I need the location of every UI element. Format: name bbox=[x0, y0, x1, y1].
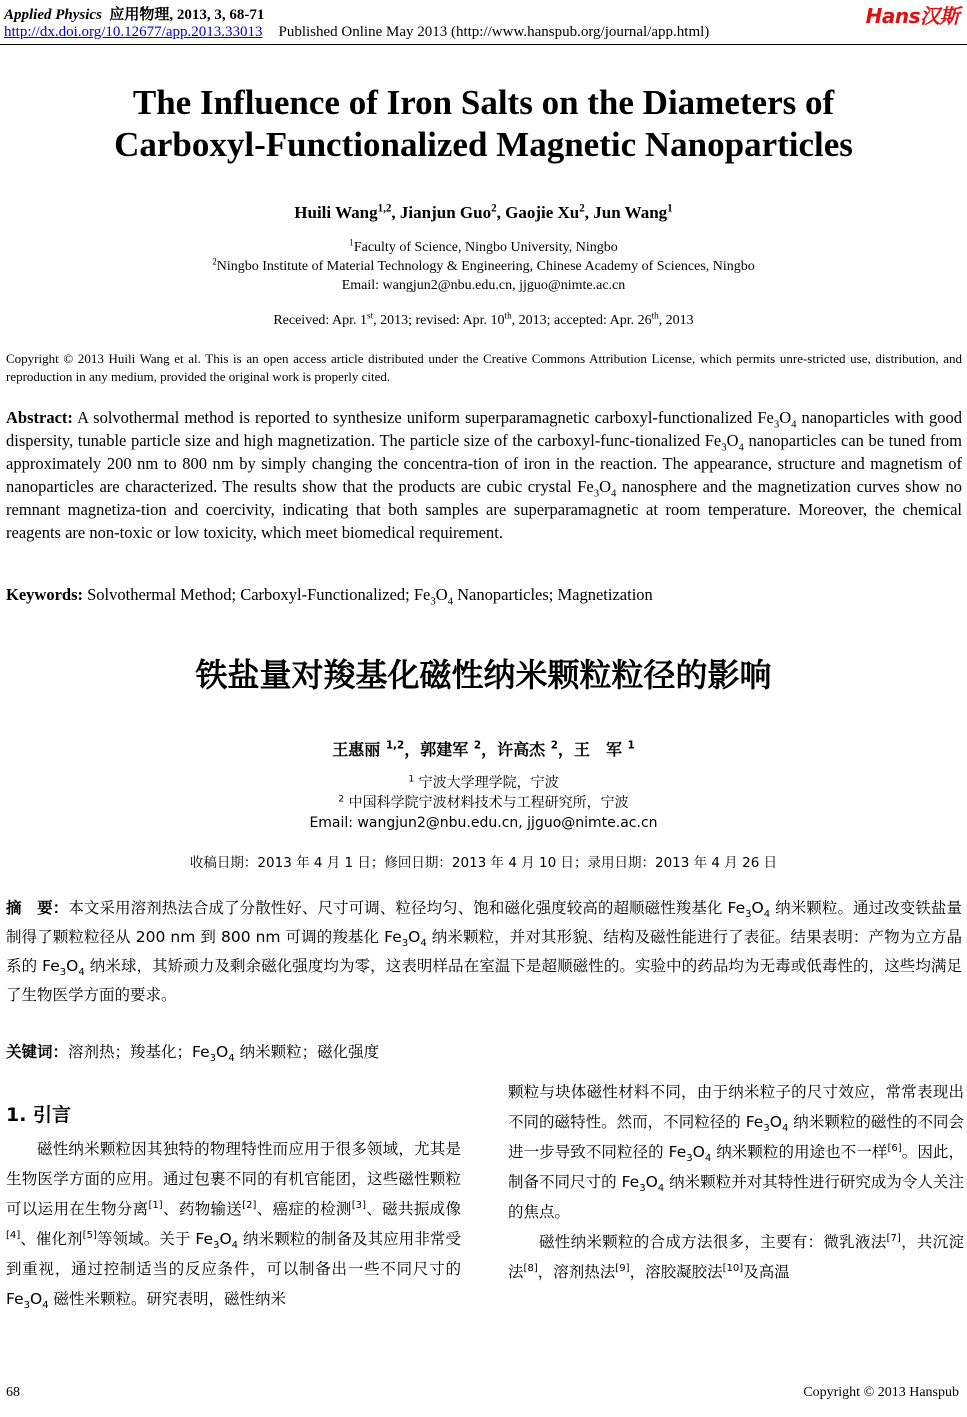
journal-header bbox=[4, 3, 264, 24]
cn-email-line: Email: wangjun2@nbu.edu.cn, jjguo@nimte.ac.cn bbox=[309, 815, 658, 831]
chinese-affiliations bbox=[0, 773, 967, 833]
doi-link[interactable]: http://dx.doi.org/10.12677/app.2013.33013 bbox=[4, 24, 263, 40]
paper-title bbox=[0, 82, 967, 166]
title-line-2: Carboxyl-Functionalized Magnetic Nanoparticles bbox=[114, 125, 853, 164]
author-3: Gaojie Xu bbox=[505, 203, 580, 222]
chinese-abstract: 摘 要：本文采用溶剂热法合成了分散性好、尺寸可调、粒径均匀、饱和磁化强度较高的超顺磁性羧基化 $Fe_3O_4$ 纳米颗粒。通过改变铁盐量制得了颗粒粒径从 200 nm 到 800 nm 可调的羧基化 $Fe_3O_4$ 纳米颗粒，并对其形貌、结构及磁性能进行了表征。结果表明：产物为立方晶系的 $Fe_3O_4$ 纳米球，其矫顽力及剩余磁化强度均为零，这表明样品在室温下是超顺磁性的。实验中的药品均为无毒或低毒性的，这些均满足了生物医学方面的要求。 bbox=[6, 899, 962, 1004]
left-column bbox=[6, 1100, 461, 1314]
copyright-notice: Copyright © 2013 Huili Wang et al. This is an open access article distributed under the Creative Commons Attribution License, which permits unre-stricted use, distribution, and reproduction in any medium, provided the original work is properly cited. bbox=[6, 351, 962, 384]
published-online: Published Online May 2013 (http://www.hanspub.org/journal/app.html) bbox=[278, 24, 710, 40]
affiliation-2: $^2$Ningbo Institute of Material Technology & Engineering, Chinese Academy of Sciences, Ningbo bbox=[212, 256, 755, 274]
author-4-aff: 1 bbox=[667, 202, 673, 215]
journal-name: Applied Physics bbox=[4, 7, 102, 23]
footer-copyright: Copyright © 2013 Hanspub bbox=[803, 1385, 959, 1400]
hanspub-logo: Hans汉斯 bbox=[865, 4, 959, 28]
author-2: Jianjun Guo bbox=[399, 203, 492, 222]
cn-keywords-label: 关键词： bbox=[6, 1043, 69, 1061]
intro-paragraph: 磁性纳米颗粒因其独特的物理特性而应用于很多领域，尤其是生物医学方面的应用。通过包裹不同的有机官能团，这些磁性颗粒可以运用在生物分离[1]、药物输送[2]、癌症的检测[3]、磁共振成像[4]、催化剂[5]等领域。关于 $Fe_3O_4$ 纳米颗粒的制备及其应用非常受到重视，通过控制适当的反应条件，可以制备出一些不同尺寸的 $Fe_3O_4$ 磁性米颗粒。研究表明，磁性纳米 bbox=[6, 1140, 461, 1312]
affiliation-1: $^1$Faculty of Science, Ningbo University, Ningbo bbox=[349, 237, 618, 255]
author-2-aff: 2 bbox=[491, 202, 497, 215]
right-paragraph-1: 颗粒与块体磁性材料不同，由于纳米粒子的尺寸效应，常常表现出不同的磁特性。然而，不同粒径的 $Fe_3O_4$ 纳米颗粒的磁性的不同会进一步导致不同粒径的 $Fe_3O_4$ 纳米颗粒的用途也不一样[6]。因此，制备不同尺寸的 $Fe_3O_4$ 纳米颗粒并对其特性进行研究成为令人关注的焦点。 bbox=[508, 1083, 964, 1221]
page-number: 68 bbox=[6, 1385, 20, 1400]
header-rule bbox=[0, 44, 967, 45]
author-4: Jun Wang bbox=[593, 203, 668, 222]
cn-affiliation-2: $^2$ 中国科学院宁波材料技术与工程研究所，宁波 bbox=[338, 794, 629, 811]
chinese-dates: 收稿日期：2013 年 4 月 1 日；修回日期：2013 年 4 月 10 日；录用日期：2013 年 4 月 26 日 bbox=[189, 855, 778, 871]
author-list: Huili Wang$^{1,2}$, Jianjun Guo$^2$, Gaojie Xu$^2$, Jun Wang$^1$ bbox=[294, 202, 673, 222]
doi-line bbox=[4, 24, 709, 41]
cn-affiliation-1: $^1$ 宁波大学理学院，宁波 bbox=[408, 774, 559, 791]
keywords-label: Keywords: bbox=[6, 585, 83, 604]
chinese-authors: 王惠丽 $^{1,2}$，郭建军 $^2$，许高杰 $^2$，王 军 $^1$ bbox=[332, 739, 635, 759]
cn-abstract-label: 摘 要： bbox=[6, 899, 69, 917]
abstract-label: Abstract: bbox=[6, 408, 73, 427]
author-3-aff: 2 bbox=[579, 202, 585, 215]
author-1-aff: 1,2 bbox=[377, 202, 392, 215]
email-line: Email: wangjun2@nbu.edu.cn, jjguo@nimte.ac.cn bbox=[341, 278, 626, 293]
chinese-title: 铁盐量对羧基化磁性纳米颗粒粒径的影响 bbox=[195, 656, 772, 694]
section-heading: 1. 引言 bbox=[6, 1104, 72, 1126]
affiliations bbox=[0, 238, 967, 295]
title-line-1: The Influence of Iron Salts on the Diameters of bbox=[132, 83, 835, 122]
abstract: Abstract: A solvothermal method is reported to synthesize uniform superparamagnetic carboxyl-functionalized $Fe_3O_4$ nanoparticles with good dispersity, tunable particle size and high magnetization. The particle size of the carboxyl-func-tionalized $Fe_3O_4$ nanoparticles can be tuned from approximately 200 nm to 800 nm by simply changing the concentra-tion of iron in the reaction. The appearance, structure and magnetism of nanoparticles are characterized. The results show that the products are cubic crystal $Fe_3O_4$ nanosphere and the magnetization curves show no remnant magnetiza-tion and coercivity, indicating that both samples are superparamagnetic at room temperature. Moreover, the chemical reagents are non-toxic or low toxicity, which meet biomedical requirement. bbox=[6, 408, 963, 542]
chinese-keywords: 关键词：溶剂热；羧基化；$Fe_3O_4$ 纳米颗粒；磁化强度 bbox=[6, 1043, 380, 1065]
received-dates: Received: Apr. 1st, 2013; revised: Apr. 10th, 2013; accepted: Apr. 26th, 2013 bbox=[273, 310, 694, 328]
keywords: Keywords: Solvothermal Method; Carboxyl-Functionalized; $Fe_3O_4$ Nanoparticles; Magnetization bbox=[6, 585, 653, 608]
right-column bbox=[508, 1077, 964, 1287]
journal-cn: 应用物理, 2013, 3, 68-71 bbox=[109, 7, 265, 23]
author-1: Huili Wang bbox=[294, 203, 378, 222]
right-paragraph-2: 磁性纳米颗粒的合成方法很多，主要有：微乳液法[7]，共沉淀法[8]，溶剂热法[9]，溶胶凝胶法[10]及高温 bbox=[508, 1232, 964, 1281]
